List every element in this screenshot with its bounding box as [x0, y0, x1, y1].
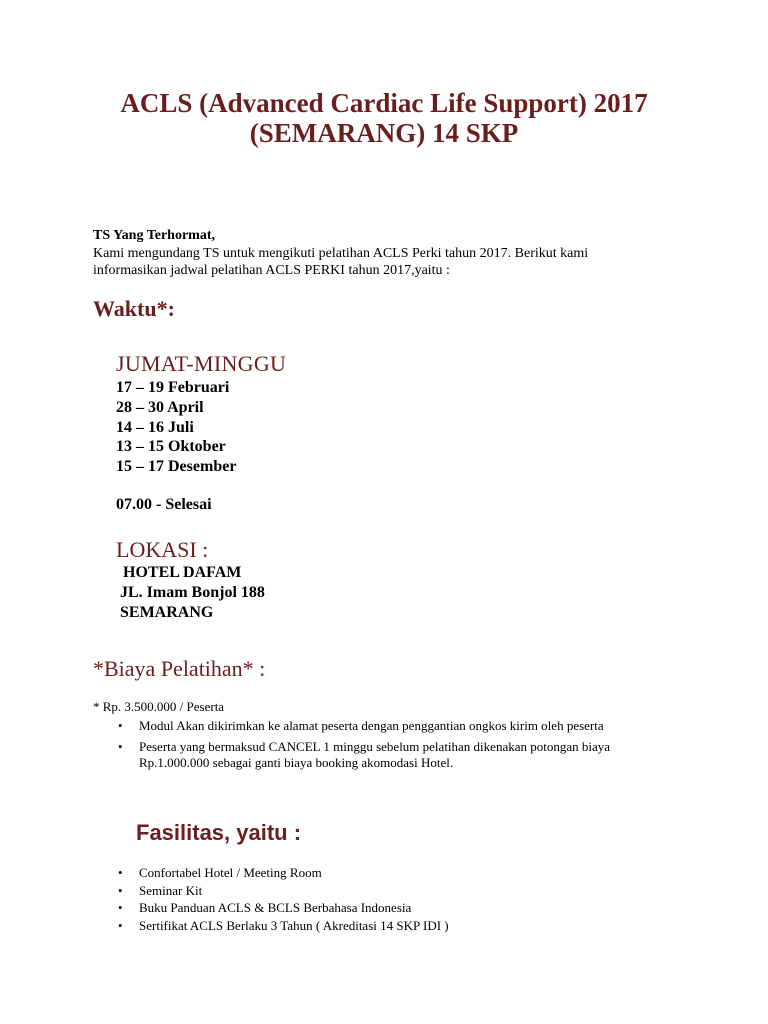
date-item: 17 – 19 Februari: [116, 379, 230, 396]
fasilitas-list: [118, 865, 678, 935]
time-text: 07.00 - Selesai: [116, 496, 212, 513]
intro-line-1: Kami mengundang TS untuk mengikuti pelatihan ACLS Perki tahun 2017. Berikut kami: [93, 245, 589, 261]
location-block: [120, 563, 265, 623]
lokasi-heading: LOKASI :: [116, 537, 209, 562]
price-text: * Rp. 3.500.000 / Peserta: [93, 699, 225, 714]
intro-section: [93, 227, 693, 280]
days-heading: JUMAT-MINGGU: [116, 351, 287, 376]
list-item-text: Buku Panduan ACLS & BCLS Berbahasa Indonesia: [139, 900, 412, 915]
bullet-icon: •: [118, 882, 123, 898]
date-list: [116, 378, 236, 477]
date-item: 28 – 30 April: [116, 398, 204, 416]
biaya-heading: *Biaya Pelatihan* :: [93, 656, 266, 681]
document-title: [0, 88, 768, 148]
location-line: SEMARANG: [120, 604, 214, 621]
list-item-text: Peserta yang bermaksud CANCEL 1 minggu sebelum pelatihan dikenakan potongan biaya Rp.1.000.000 sebagai ganti biaya booking akomodasi Hotel.: [139, 738, 611, 770]
fasilitas-heading: Fasilitas, yaitu :: [136, 820, 302, 845]
location-line: HOTEL DAFAM: [123, 564, 242, 581]
waktu-heading: Waktu*:: [93, 296, 175, 321]
bullet-icon: •: [118, 865, 123, 880]
title-line-2: (SEMARANG) 14 SKP: [249, 118, 519, 148]
date-item: 13 – 15 Oktober: [116, 438, 226, 456]
bullet-icon: •: [118, 917, 123, 933]
list-item: [118, 883, 678, 900]
bullet-icon: •: [118, 738, 123, 754]
list-item: [118, 739, 678, 772]
list-item: [118, 900, 678, 917]
greeting: TS Yang Terhormat,: [93, 228, 216, 243]
date-item: 14 – 16 Juli: [116, 418, 194, 436]
list-item-text: Sertifikat ACLS Berlaku 3 Tahun ( Akreditasi 14 SKP IDI ): [139, 917, 449, 933]
list-item-text: Modul Akan dikirimkan ke alamat peserta dengan penggantian ongkos kirim oleh peserta: [139, 718, 604, 733]
title-line-1: ACLS (Advanced Cardiac Life Support) 2017: [120, 88, 648, 118]
list-item-text: Confortabel Hotel / Meeting Room: [139, 865, 322, 880]
list-item-text: Seminar Kit: [139, 882, 203, 898]
list-item: [118, 918, 678, 935]
bullet-icon: •: [118, 900, 123, 915]
date-item: 15 – 17 Desember: [116, 458, 237, 476]
intro-line-2: informasikan jadwal pelatihan ACLS PERKI tahun 2017,yaitu :: [93, 263, 450, 278]
location-line: JL. Imam Bonjol 188: [120, 584, 265, 601]
list-item: [118, 718, 678, 735]
list-item: [118, 865, 678, 882]
bullet-icon: •: [118, 718, 123, 733]
biaya-list: [118, 718, 678, 776]
